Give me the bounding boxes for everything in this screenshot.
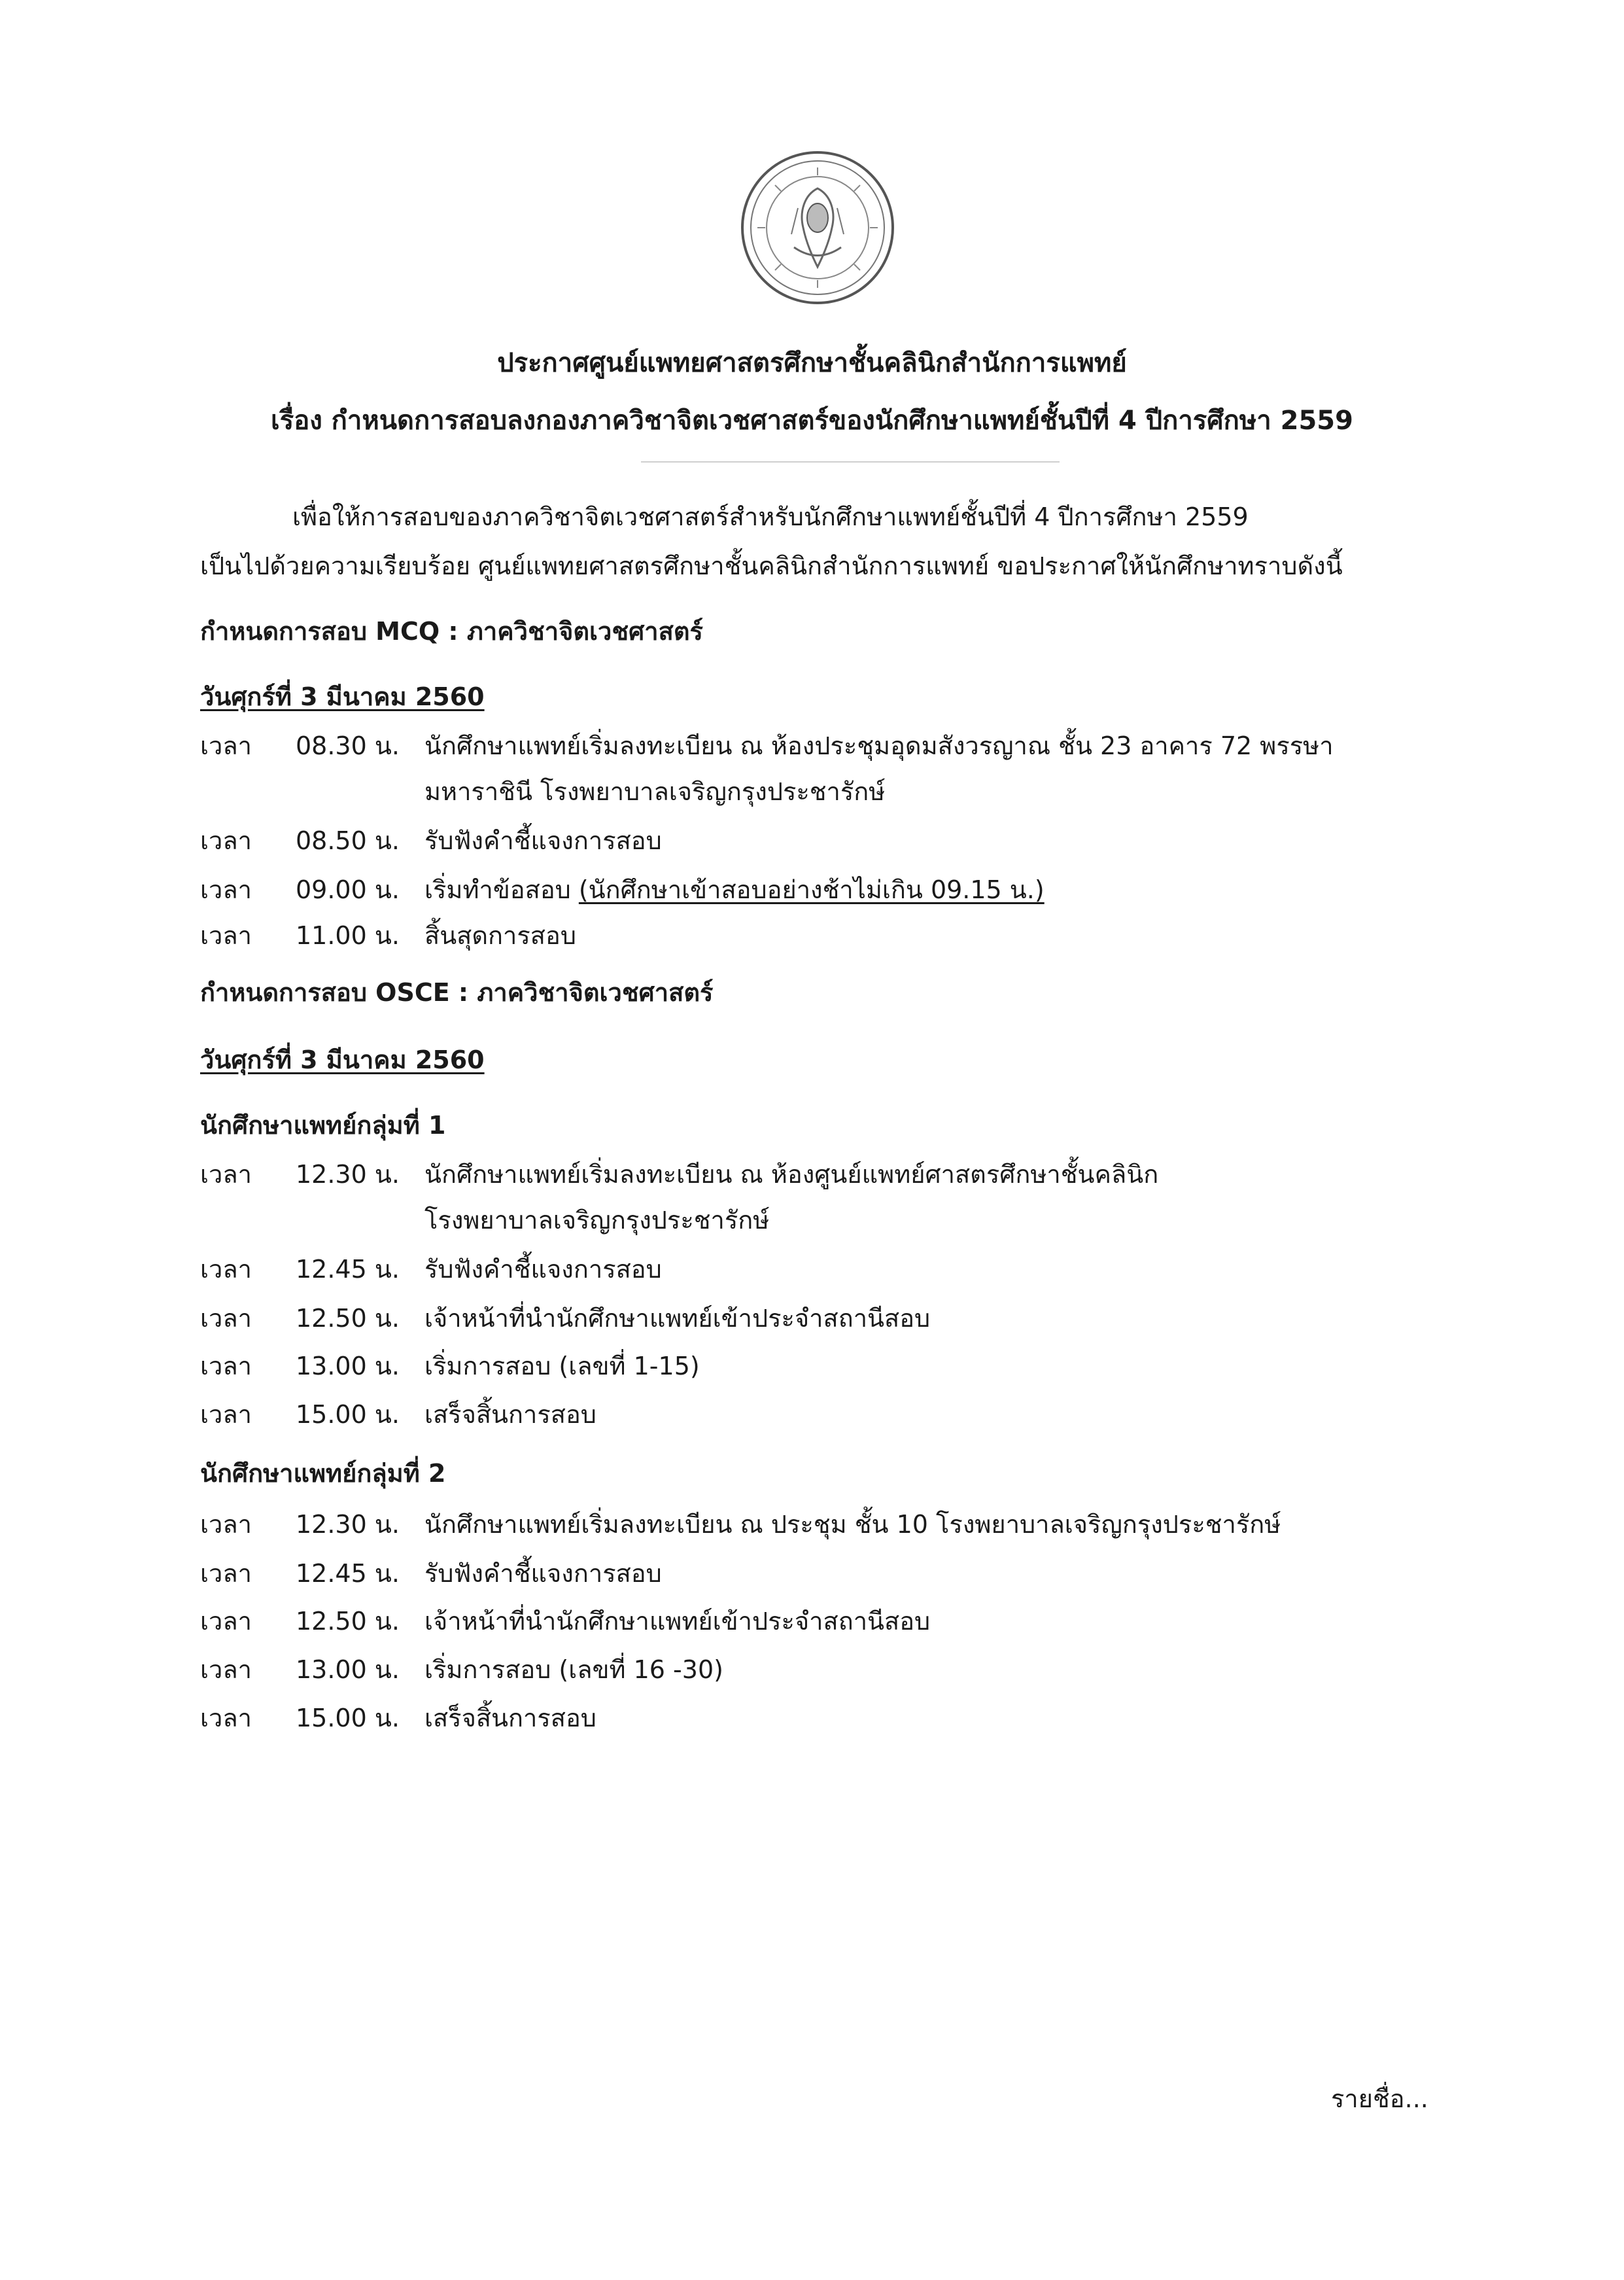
schedule-description: รับฟังคำชี้แจงการสอบ: [424, 1255, 662, 1284]
schedule-description: รับฟังคำชี้แจงการสอบ: [424, 1559, 662, 1588]
group-1-title: นักศึกษาแพทย์กลุ่มที่ 1: [200, 1111, 446, 1140]
intro-paragraph-line-1: เพื่อให้การสอบของภาควิชาจิตเวชศาสตร์สำหรับนักศึกษาแพทย์ชั้นปีที่ 4 ปีการศึกษา 2559: [292, 502, 1249, 531]
time-label: เวลา: [200, 1352, 252, 1380]
schedule-description: นักศึกษาแพทย์เริ่มลงทะเบียน ณ ห้องประชุมอุดมสังวรญาณ ชั้น 23 อาคาร 72 พรรษา: [424, 731, 1334, 760]
time-label: เวลา: [200, 731, 252, 760]
continued-footer: รายชื่อ...: [1331, 2084, 1428, 2113]
time-label: เวลา: [200, 1160, 252, 1189]
header-divider: [641, 461, 1060, 463]
time-value: 12.50 น.: [296, 1607, 400, 1636]
time-label: เวลา: [200, 921, 252, 950]
intro-paragraph-line-2: เป็นไปด้วยความเรียบร้อย ศูนย์แพทยศาสตรศึกษาชั้นคลินิกสำนักการแพทย์ ขอประกาศให้นักศึกษาทราบดังนี้: [200, 552, 1343, 580]
schedule-description: [424, 870, 1045, 909]
time-value: 13.00 น.: [296, 1352, 400, 1380]
schedule-description: เจ้าหน้าที่นำนักศึกษาแพทย์เข้าประจำสถานีสอบ: [424, 1607, 931, 1636]
schedule-description: เริ่มการสอบ (เลขที่ 1-15): [424, 1352, 700, 1380]
osce-date: วันศุกร์ที่ 3 มีนาคม 2560: [200, 1045, 485, 1074]
schedule-description: รับฟังคำชี้แจงการสอบ: [424, 826, 662, 855]
schedule-description: นักศึกษาแพทย์เริ่มลงทะเบียน ณ ห้องศูนย์แพทย์ศาสตรศึกษาชั้นคลินิก: [424, 1160, 1159, 1189]
mcq-section-title: กำหนดการสอบ MCQ : ภาควิชาจิตเวชศาสตร์: [200, 617, 703, 646]
osce-section-title: กำหนดการสอบ OSCE : ภาควิชาจิตเวชศาสตร์: [200, 978, 714, 1007]
time-value: 09.00 น.: [296, 875, 400, 904]
schedule-description: เริ่มการสอบ (เลขที่ 16 -30): [424, 1655, 723, 1684]
time-value: 08.30 น.: [296, 731, 400, 760]
schedule-description-text: เริ่มทำข้อสอบ: [424, 875, 579, 904]
group-2-title: นักศึกษาแพทย์กลุ่มที่ 2: [200, 1459, 446, 1488]
announcement-title: ประกาศศูนย์แพทยศาสตรศึกษาชั้นคลินิกสำนักการแพทย์: [497, 348, 1127, 378]
mcq-date: วันศุกร์ที่ 3 มีนาคม 2560: [200, 682, 485, 711]
time-label: เวลา: [200, 1255, 252, 1284]
time-label: เวลา: [200, 1655, 252, 1684]
schedule-description: เจ้าหน้าที่นำนักศึกษาแพทย์เข้าประจำสถานีสอบ: [424, 1304, 931, 1333]
time-value: 15.00 น.: [296, 1400, 400, 1429]
schedule-description: เสร็จสิ้นการสอบ: [424, 1400, 596, 1429]
time-value: 12.30 น.: [296, 1160, 400, 1189]
time-label: เวลา: [200, 1559, 252, 1588]
time-label: เวลา: [200, 1607, 252, 1636]
time-value: 12.45 น.: [296, 1255, 400, 1284]
schedule-description-continued: โรงพยาบาลเจริญกรุงประชารักษ์: [424, 1206, 770, 1235]
schedule-description: เสร็จสิ้นการสอบ: [424, 1704, 596, 1732]
time-label: เวลา: [200, 1304, 252, 1333]
time-value: 13.00 น.: [296, 1655, 400, 1684]
time-label: เวลา: [200, 875, 252, 904]
time-label: เวลา: [200, 1704, 252, 1732]
announcement-subject: เรื่อง กำหนดการสอบลงกองภาควิชาจิตเวชศาสตร์ของนักศึกษาแพทย์ชั้นปีที่ 4 ปีการศึกษา 2559: [271, 406, 1353, 436]
schedule-description: นักศึกษาแพทย์เริ่มลงทะเบียน ณ ประชุม ชั้น 10 โรงพยาบาลเจริญกรุงประชารักษ์: [424, 1510, 1281, 1539]
time-value: 08.50 น.: [296, 826, 400, 855]
time-value: 15.00 น.: [296, 1704, 400, 1732]
schedule-description-continued: มหาราชินี โรงพยาบาลเจริญกรุงประชารักษ์: [424, 777, 886, 806]
medical-department-seal-icon: [739, 149, 896, 306]
time-value: 11.00 น.: [296, 921, 400, 950]
time-label: เวลา: [200, 1400, 252, 1429]
time-value: 12.45 น.: [296, 1559, 400, 1588]
time-value: 12.30 น.: [296, 1510, 400, 1539]
schedule-description: สิ้นสุดการสอบ: [424, 921, 576, 950]
time-value: 12.50 น.: [296, 1304, 400, 1333]
late-entry-note: (นักศึกษาเข้าสอบอย่างช้าไม่เกิน 09.15 น.): [578, 875, 1045, 904]
time-label: เวลา: [200, 1510, 252, 1539]
time-label: เวลา: [200, 826, 252, 855]
